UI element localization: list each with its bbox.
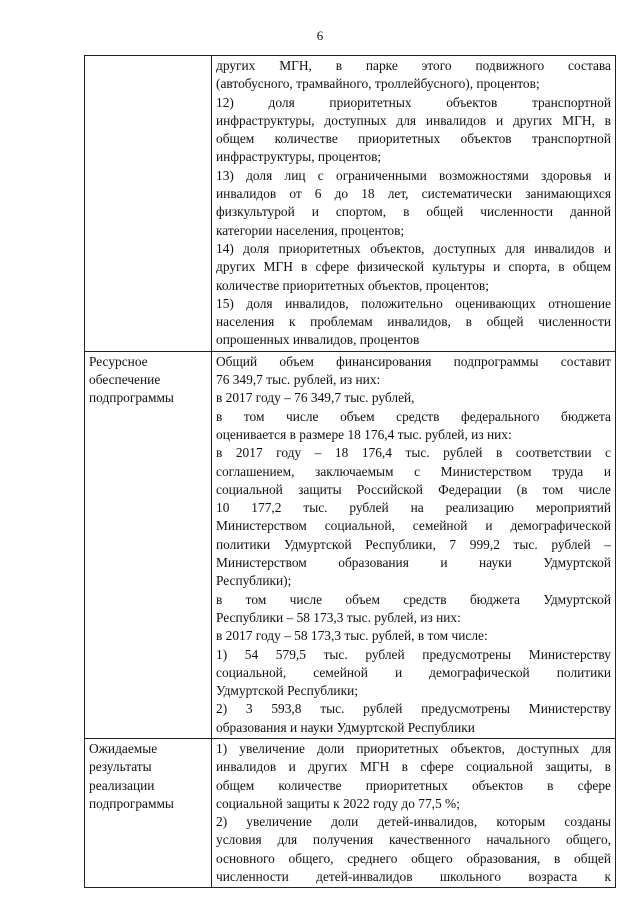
content-line: (автобусного, трамвайного, троллейбусного), процентов; bbox=[216, 76, 540, 92]
row-label-cell bbox=[85, 738, 212, 887]
content-line: общем количестве приоритетных объектов в сфере bbox=[216, 777, 611, 793]
content-line: социальной защиты Российской Федерации (в том числе bbox=[216, 481, 611, 497]
content-line: инфраструктуры, процентов; bbox=[216, 149, 382, 165]
content-line: других МГН, в парке этого подвижного состава bbox=[216, 58, 611, 73]
content-line: опрошенных инвалидов, процентов bbox=[216, 332, 420, 348]
content-line: 2) увеличение доли детей-инвалидов, которым созданы bbox=[216, 814, 611, 830]
row-content-cell bbox=[212, 56, 616, 352]
content-line: Министерством социальной, семейной и демографической bbox=[216, 518, 611, 534]
content-line: категории населения, процентов; bbox=[216, 222, 405, 238]
content-line: 12) доля приоритетных объектов транспортной bbox=[216, 94, 611, 110]
row-content-cell bbox=[212, 738, 616, 887]
table-row bbox=[85, 56, 616, 352]
content-line: 14) доля приоритетных объектов, доступных для инвалидов и bbox=[216, 240, 611, 256]
content-line: инвалидов и других МГН в сфере социальной защиты, в bbox=[216, 759, 611, 775]
row-label-cell bbox=[85, 56, 212, 352]
content-line: 13) доля лиц с ограниченными возможностями здоровья и bbox=[216, 167, 611, 183]
content-line: населения к проблемам инвалидов, в общей численности bbox=[216, 314, 611, 330]
row-label-cell bbox=[85, 351, 212, 738]
content-line: численности детей-инвалидов школьного возраста к bbox=[216, 869, 611, 885]
content-line: Общий объем финансирования подпрограммы составит bbox=[216, 353, 611, 369]
row-label-line: Ожидаемые bbox=[89, 740, 158, 756]
content-line: в 2017 году – 76 349,7 тыс. рублей, bbox=[216, 390, 415, 406]
page-number: 6 bbox=[316, 28, 324, 43]
content-line: 10 177,2 тыс. рублей на реализацию мероприятий bbox=[216, 500, 611, 516]
content-line: Министерством образования и науки Удмуртской bbox=[216, 555, 611, 571]
content-line: в том числе объем средств бюджета Удмуртской bbox=[216, 591, 611, 607]
content-line: 76 349,7 тыс. рублей, из них: bbox=[216, 372, 381, 388]
content-line: общем количестве приоритетных объектов транспортной bbox=[216, 131, 611, 147]
content-line: социальной, семейной и демографической политики bbox=[216, 664, 611, 680]
content-line: других МГН в сфере физической культуры и спорта, в общем bbox=[216, 259, 611, 275]
content-line: основного общего, среднего общего образования, в общей bbox=[216, 850, 611, 866]
content-line: оценивается в размере 18 176,4 тыс. рублей, из них: bbox=[216, 426, 512, 442]
content-line: инвалидов от 6 до 18 лет, систематически занимающихся bbox=[216, 186, 611, 202]
content-line: Республики – 58 173,3 тыс. рублей, из них: bbox=[216, 609, 461, 625]
content-line: Республики); bbox=[216, 573, 292, 589]
content-line: 1) 54 579,5 тыс. рублей предусмотрены Министерству bbox=[216, 646, 611, 662]
row-label-line: подпрограммы bbox=[89, 795, 174, 811]
row-label-line: подпрограммы bbox=[89, 390, 174, 406]
passport-table bbox=[84, 55, 616, 888]
content-line: инфраструктуры, доступных для инвалидов и других МГН, в bbox=[216, 112, 611, 128]
content-line: количестве приоритетных объектов, процентов; bbox=[216, 277, 489, 293]
content-line: 1) увеличение доли приоритетных объектов, доступных для bbox=[216, 740, 611, 756]
content-line: в 2017 году – 58 173,3 тыс. рублей, в том числе: bbox=[216, 628, 488, 644]
content-line: 15) доля инвалидов, положительно оценивающих отношение bbox=[216, 295, 611, 311]
content-line: 2) 3 593,8 тыс. рублей предусмотрены Министерству bbox=[216, 701, 611, 717]
table-row bbox=[85, 351, 616, 738]
row-label-line: результаты bbox=[89, 759, 152, 775]
content-line: образования и науки Удмуртской Республики bbox=[216, 719, 475, 735]
content-line: условия для получения качественного начального общего, bbox=[216, 832, 611, 848]
row-content-cell bbox=[212, 351, 616, 738]
content-line: соглашением, заключаемым с Министерством труда и bbox=[216, 463, 611, 479]
content-line: в 2017 году – 18 176,4 тыс. рублей в соответствии с bbox=[216, 445, 611, 461]
content-line: физкультурой и спортом, в общей численности данной bbox=[216, 204, 611, 220]
row-label-line: реализации bbox=[89, 777, 155, 793]
row-label-line: обеспечение bbox=[89, 372, 161, 388]
content-line: политики Удмуртской Республики, 7 999,2 тыс. рублей – bbox=[216, 536, 611, 552]
content-line: социальной защиты к 2022 году до 77,5 %; bbox=[216, 795, 460, 811]
content-line: в том числе объем средств федерального бюджета bbox=[216, 408, 611, 424]
row-label-line: Ресурсное bbox=[89, 353, 148, 369]
content-line: Удмуртской Республики; bbox=[216, 683, 358, 699]
table-row bbox=[85, 738, 616, 887]
